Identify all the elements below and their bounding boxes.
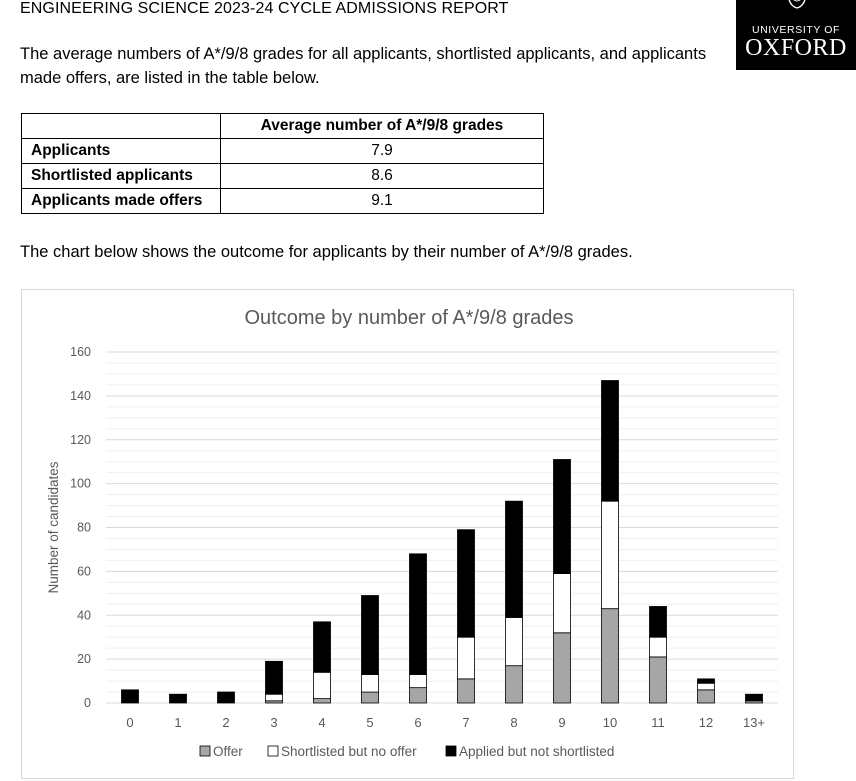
- bar-applied: [218, 692, 235, 703]
- x-tick-label: 9: [558, 715, 566, 730]
- bar-offer: [602, 609, 619, 703]
- bar-shortlisted: [602, 501, 619, 608]
- y-tick-label: 160: [70, 345, 91, 359]
- bar-offer: [506, 666, 523, 703]
- legend-applied-swatch: [446, 746, 456, 756]
- grades-table: [21, 113, 544, 214]
- table-header-average: Average number of A*/9/8 grades: [221, 114, 544, 139]
- x-tick-label: 10: [602, 715, 618, 730]
- bar-applied: [410, 554, 427, 675]
- bar-offer: [362, 692, 379, 703]
- outcome-chart: [21, 289, 794, 779]
- row-value-offers: 9.1: [221, 189, 544, 214]
- y-tick-label: 60: [77, 564, 91, 579]
- bar-applied: [602, 381, 619, 502]
- bar-applied: [554, 459, 571, 573]
- oxford-logo: [736, 0, 856, 70]
- bar-shortlisted: [506, 617, 523, 665]
- table-header-row: [22, 114, 544, 139]
- chart-title: Outcome by number of A*/9/8 grades: [244, 307, 574, 329]
- table-header-blank: [22, 114, 221, 139]
- x-tick-label: 13+: [742, 715, 766, 730]
- bar-applied: [314, 622, 331, 672]
- legend-shortlisted-swatch: [268, 746, 278, 756]
- bar-applied: [266, 661, 283, 694]
- x-tick-label: 4: [318, 715, 326, 730]
- bar-shortlisted: [650, 637, 667, 657]
- bar-applied: [506, 501, 523, 617]
- x-tick-label: 12: [698, 715, 714, 730]
- bar-shortlisted: [698, 683, 715, 690]
- table-row: [22, 139, 544, 164]
- x-tick-label: 0: [126, 715, 134, 730]
- y-tick-label: 20: [77, 652, 91, 667]
- y-tick-label: 140: [70, 388, 91, 403]
- bar-applied: [362, 596, 379, 675]
- bar-shortlisted: [410, 674, 427, 687]
- bar-offer: [650, 657, 667, 703]
- logo-oxford: OXFORD: [745, 35, 847, 61]
- bar-applied: [650, 606, 667, 637]
- row-value-applicants: 7.9: [221, 139, 544, 164]
- bar-offer: [698, 690, 715, 703]
- bar-applied: [170, 694, 187, 703]
- bar-applied: [698, 679, 715, 683]
- x-tick-label: 5: [366, 715, 374, 730]
- bar-shortlisted: [554, 574, 571, 633]
- y-tick-label: 80: [77, 520, 91, 535]
- bar-offer: [314, 699, 331, 703]
- report-title: ENGINEERING SCIENCE 2023-24 CYCLE ADMISSIONS REPORT: [20, 0, 509, 17]
- x-tick-label: 8: [510, 715, 518, 730]
- bar-applied: [122, 690, 139, 703]
- x-tick-label: 3: [270, 715, 278, 730]
- intro-paragraph: The average numbers of A*/9/8 grades for all applicants, shortlisted applicants, and applicants made offers, are listed in the table below.: [20, 45, 707, 87]
- chart-intro-text: The chart below shows the outcome for applicants by their number of A*/9/8 grades.: [20, 243, 633, 261]
- crest-icon: [786, 0, 808, 10]
- x-tick-label: 1: [174, 715, 182, 730]
- x-tick-label: 11: [651, 715, 665, 730]
- legend-offer-label: Offer: [213, 744, 243, 759]
- y-tick-label: 100: [70, 476, 91, 491]
- row-label-applicants: Applicants: [22, 139, 221, 164]
- x-tick-label: 2: [222, 715, 230, 730]
- table-row: [22, 164, 544, 189]
- table-row: [22, 189, 544, 214]
- bar-applied: [746, 694, 763, 701]
- legend-offer-swatch: [200, 746, 210, 756]
- bar-applied: [458, 530, 475, 637]
- x-tick-label: 6: [414, 715, 422, 730]
- bar-offer: [458, 679, 475, 703]
- bar-shortlisted: [314, 672, 331, 698]
- bar-shortlisted: [458, 637, 475, 679]
- logo-university-of: UNIVERSITY OF: [751, 24, 841, 36]
- y-tick-label: 0: [84, 696, 91, 710]
- row-label-shortlisted: Shortlisted applicants: [22, 164, 221, 189]
- bar-offer: [410, 688, 427, 703]
- legend-shortlisted-label: Shortlisted but no offer: [281, 744, 417, 759]
- bar-shortlisted: [362, 674, 379, 692]
- bar-shortlisted: [266, 694, 283, 701]
- y-tick-label: 120: [70, 432, 91, 447]
- legend-applied-label: Applied but not shortlisted: [459, 744, 615, 759]
- x-tick-label: 7: [462, 715, 470, 730]
- y-axis-title: Number of candidates: [46, 461, 61, 594]
- chart-svg: [22, 290, 795, 780]
- row-label-offers: Applicants made offers: [22, 189, 221, 214]
- y-tick-label: 40: [77, 608, 91, 623]
- bar-offer: [554, 633, 571, 703]
- row-value-shortlisted: 8.6: [221, 164, 544, 189]
